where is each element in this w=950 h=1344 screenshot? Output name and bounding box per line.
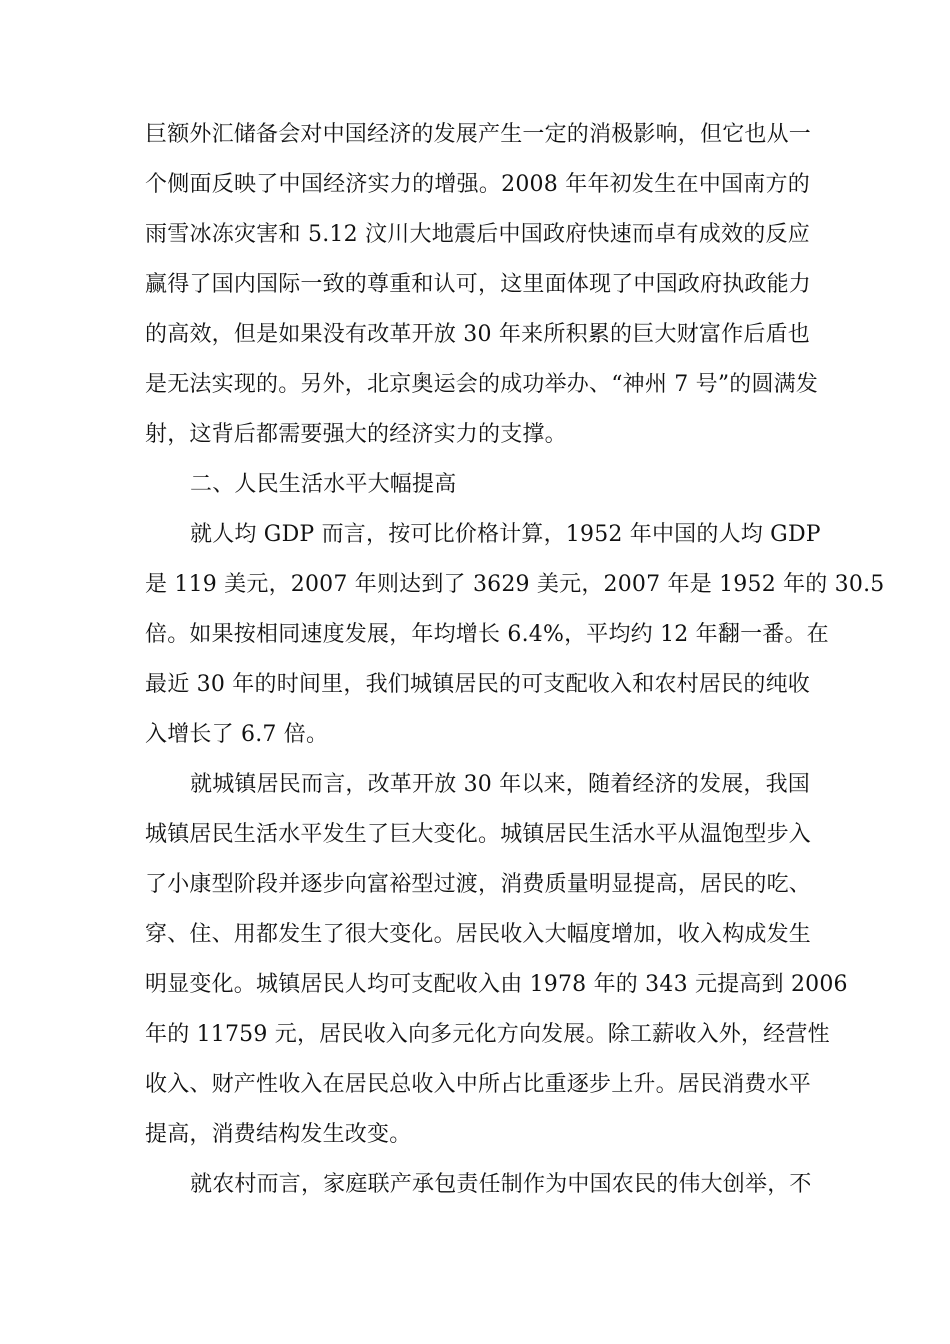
text-line: 赢得了国内国际一致的尊重和认可，这里面体现了中国政府执政能力 (145, 272, 812, 297)
text-line: 穿、住、用都发生了很大变化。居民收入大幅度增加，收入构成发生 (145, 922, 812, 947)
body-text (145, 110, 885, 1210)
text-line: 明显变化。城镇居民人均可支配收入由 1978 年的 343 元提高到 2006 (145, 972, 848, 997)
text-line: 个侧面反映了中国经济实力的增强。2008 年年初发生在中国南方的 (145, 172, 810, 197)
text-line: 是无法实现的。另外，北京奥运会的成功举办、“神州 7 号”的圆满发 (145, 372, 819, 397)
text-line: 是 119 美元，2007 年则达到了 3629 美元，2007 年是 1952 年的 30.5 (145, 572, 885, 597)
text-line: 就人均 GDP 而言，按可比价格计算，1952 年中国的人均 GDP (190, 522, 821, 547)
text-line: 巨额外汇储备会对中国经济的发展产生一定的消极影响，但它也从一 (145, 122, 812, 147)
text-line: 最近 30 年的时间里，我们城镇居民的可支配收入和农村居民的纯收 (145, 672, 810, 697)
text-line: 收入、财产性收入在居民总收入中所占比重逐步上升。居民消费水平 (145, 1072, 812, 1097)
text-line: 倍。如果按相同速度发展，年均增长 6.4%，平均约 12 年翻一番。在 (145, 622, 829, 647)
text-line: 的高效，但是如果没有改革开放 30 年来所积累的巨大财富作后盾也 (145, 322, 810, 347)
text-line: 就农村而言，家庭联产承包责任制作为中国农民的伟大创举，不 (190, 1172, 812, 1197)
text-line: 了小康型阶段并逐步向富裕型过渡，消费质量明显提高，居民的吃、 (145, 872, 812, 897)
text-line: 提高，消费结构发生改变。 (145, 1122, 412, 1147)
text-line: 入增长了 6.7 倍。 (145, 722, 329, 747)
section-heading: 二、人民生活水平大幅提高 (190, 472, 457, 497)
text-line: 年的 11759 元，居民收入向多元化方向发展。除工薪收入外，经营性 (145, 1022, 830, 1047)
text-line: 射，这背后都需要强大的经济实力的支撑。 (145, 422, 567, 447)
text-line: 城镇居民生活水平发生了巨大变化。城镇居民生活水平从温饱型步入 (145, 822, 812, 847)
text-line: 就城镇居民而言，改革开放 30 年以来，随着经济的发展，我国 (190, 772, 810, 797)
text-line: 雨雪冰冻灾害和 5.12 汶川大地震后中国政府快速而卓有成效的反应 (145, 222, 810, 247)
